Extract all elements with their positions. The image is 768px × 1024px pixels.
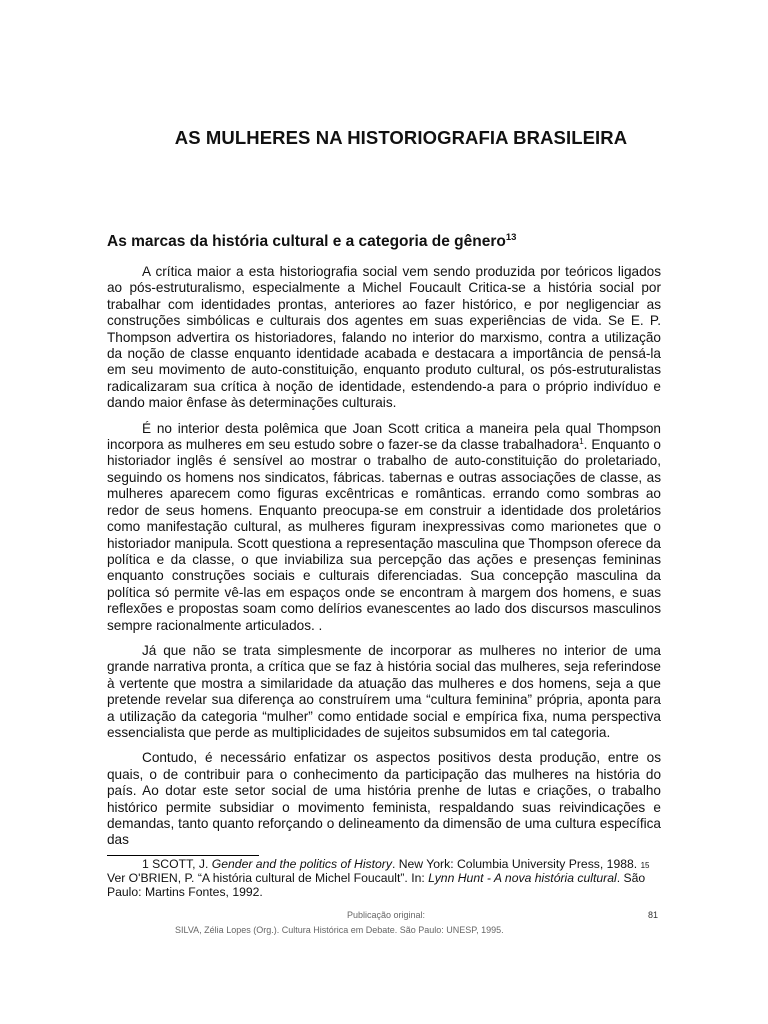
paragraph-3: Já que não se trata simplesmente de incorporar as mulheres no interior de uma grande narrativa pronta, a crítica que se faz à história social das mulheres, seja referindose à vertente que mostra a similaridade da atuação das mulheres e dos homens, seja a que pretende revelar sua diferença ao construírem uma “cultura feminina” própria, aponta para a utilização da categoria “mulher” como entidade social e empírica fixa, numa perspectiva essencialista que perde as multiplicidades de sujeitos subsumidos em tal categoria.: [107, 642, 661, 740]
footnote-2-title: Lynn Hunt - A nova história cultural: [428, 871, 617, 886]
paragraph-2-after-note: . Enquanto o historiador inglês é sensível ao mostrar o trabalho de auto-constituição do proletariado, seguindo os homens nos sindicatos, fábricas. tabernas e outras associações de classe, as mulheres aparecem como figuras excêntricas e românticas. errando como sombras ao redor de seus homens. Enquanto preocupa-se em construir a identidade dos proletários como manifestação cultural, as mulheres figuram inexpressivas como marionetes que o historiador manipula. Scott questiona a representação masculina que Thompson oferece da política e da classe, o que inviabiliza sua percepção das ações e presenças femininas enquanto construções sociais e culturais diferenciadas. Sua concepção masculina da política só permite vê-las em espaços onde se encontram à margem dos homens, e suas reflexões e propostas soam como delírios evanescentes ao lado dos discursos masculinos sempre racionalmente articulados. .: [107, 437, 661, 633]
footer-citation: SILVA, Zélia Lopes (Org.). Cultura Histórica em Debate. São Paulo: UNESP, 1995.: [175, 925, 504, 935]
footnote-1-page-mark: 15: [640, 861, 650, 870]
footnote-2-prefix: Ver O'BRIEN, P. “A história cultural de Michel Foucault”. In:: [107, 871, 429, 886]
paragraph-2-before-note: É no interior desta polêmica que Joan Scott critica a maneira pela qual Thompson incorpora as mulheres em seu estudo sobre o fazer-se da classe trabalhadora: [107, 420, 661, 453]
body-text: [107, 264, 661, 858]
footer-label: Publicação original:: [347, 910, 426, 920]
page-title: AS MULHERES NA HISTORIOGRAFIA BRASILEIRA: [174, 127, 628, 148]
footnote-2: [107, 872, 661, 899]
paragraph-2: [107, 421, 661, 634]
footnote-divider: [107, 855, 259, 856]
section-heading: [107, 233, 516, 251]
footnote-2-suffix: . São Paulo: Martins Fontes, 1992.: [107, 871, 646, 899]
paragraph-1: A crítica maior a esta historiografia social vem sendo produzida por teóricos ligados ao pós-estruturalismo, especialmente a Michel Foucault Critica-se a história social por trabalhar com identidades prontas, anteriores ao fazer histórico, e por negligenciar as construções simbólicas e culturais dos agentes em suas experiências de vida. Se E. P. Thompson advertira os historiadores, falando no interior do marxismo, contra a utilização da noção de classe enquanto identidade acabada e destacara a importância de pensá-la em seu movimento de auto-constituição, enquanto produto cultural, os pós-estruturalistas radicalizaram sua crítica à noção de identidade, estendendo-a para o próprio indivíduo e dando maior ênfase às determinações culturais.: [107, 264, 661, 411]
section-heading-footnote-ref: 13: [505, 232, 517, 243]
paragraph-2-footnote-ref: 1: [579, 437, 584, 447]
footnote-1-prefix: 1 SCOTT, J.: [142, 857, 212, 871]
footnote-1: [107, 858, 661, 872]
footnote-1-suffix: . New York: Columbia University Press, 1988.: [391, 857, 638, 871]
page-number: 81: [648, 910, 659, 920]
paragraph-4: Contudo, é necessário enfatizar os aspectos positivos desta produção, entre os quais, o de contribuir para o conhecimento da participação das mulheres na história do país. Ao dotar este setor social de uma história prenhe de lutas e criações, o trabalho histórico permite subsidiar o movimento feminista, respaldando suas reivindicações e demandas, tanto quanto reforçando o delineamento da dimensão de uma cultura específica das: [107, 750, 661, 848]
section-heading-text: As marcas da história cultural e a categoria de gênero: [107, 233, 506, 250]
footnote-1-title: Gender and the politics of History: [211, 857, 392, 871]
footnotes: [107, 858, 661, 899]
